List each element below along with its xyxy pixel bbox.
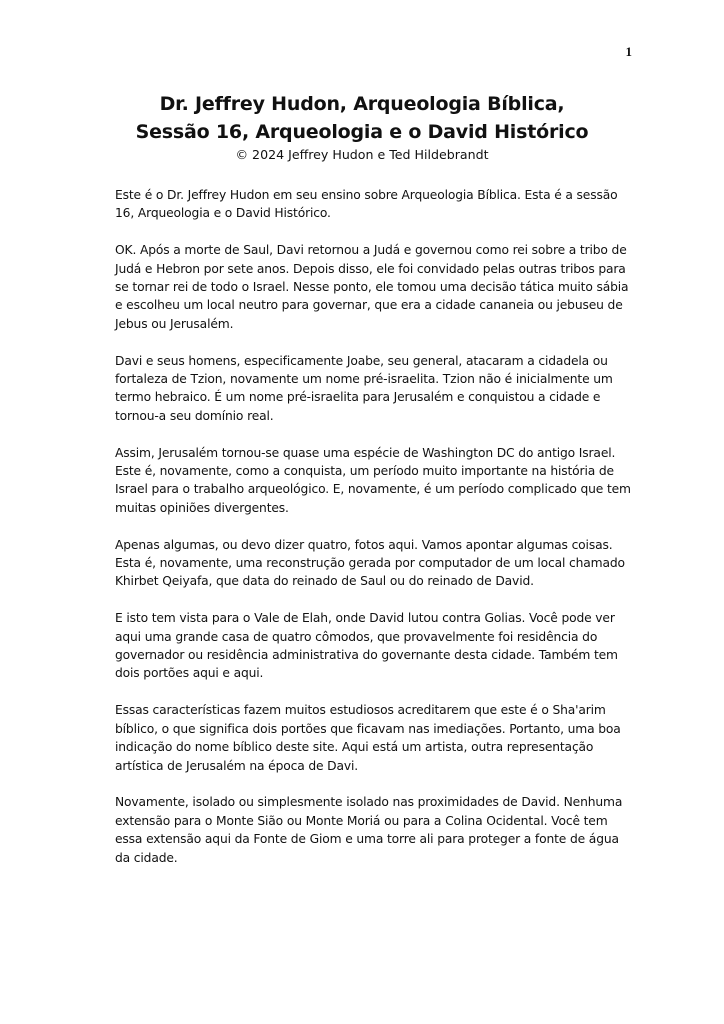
paragraph: Assim, Jerusalém tornou-se quase uma espécie de Washington DC do antigo Israel. Este é, novamente, como a conquista, um período muito importante na história de Israel para o trabalho arqueológico. E, novamente, é um período complicado que tem muitas opiniões divergentes. [115,445,631,515]
paragraph: Essas características fazem muitos estudiosos acreditarem que este é o Sha'arim bíblico, o que significa dois portões que ficavam nas imediações. Portanto, uma boa indicação do nome bíblico deste site. Aqui está um artista, outra representação artística de Jerusalém na época de Davi. [115,703,621,773]
document-body [115,186,635,885]
paragraph: E isto tem vista para o Vale de Elah, onde David lutou contra Golias. Você pode ver aqui uma grande casa de quatro cômodos, que provavelmente foi residência do governador ou residência administrativa do governante desta cidade. Também tem dois portões aqui e aqui. [115,611,618,681]
paragraph: OK. Após a morte de Saul, Davi retornou a Judá e governou como rei sobre a tribo de Judá e Hebron por sete anos. Depois disso, ele foi convidado pelas outras tribos para se tornar rei de todo o Israel. Nesse ponto, ele tomou uma decisão tática muito sábia e escolheu um local neutro para governar, que era a cidade cananeia ou jebuseu de Jebus ou Jerusalém. [115,243,629,331]
paragraph: Novamente, isolado ou simplesmente isolado nas proximidades de David. Nenhuma extensão para o Monte Sião ou Monte Moriá ou para a Colina Ocidental. Você tem essa extensão aqui da Fonte de Giom e uma torre ali para proteger a fonte de água da cidade. [115,795,623,865]
title-line-1: Dr. Jeffrey Hudon, Arqueologia Bíblica, [159,93,565,115]
page-number: 1 [625,44,632,59]
paragraph: Este é o Dr. Jeffrey Hudon em seu ensino sobre Arqueologia Bíblica. Esta é a sessão 16, Arqueologia e o David Histórico. [115,188,618,221]
paragraph: Davi e seus homens, especificamente Joabe, seu general, atacaram a cidadela ou fortaleza de Tzion, novamente um nome pré-israelita. Tzion não é inicialmente um termo hebraico. É um nome pré-israelita para Jerusalém e conquistou a cidade e tornou-a seu domínio real. [115,353,613,423]
paragraph: Apenas algumas, ou devo dizer quatro, fotos aqui. Vamos apontar algumas coisas. Esta é, novamente, uma reconstrução gerada por computador de um local chamado Khirbet Qeiyafa, que data do reinado de Saul ou do reinado de David. [115,537,625,589]
copyright-line: © 2024 Jeffrey Hudon e Ted Hildebrandt [235,147,489,162]
document-header [60,90,664,164]
title-line-2: Sessão 16, Arqueologia e o David Histórico [135,121,589,143]
